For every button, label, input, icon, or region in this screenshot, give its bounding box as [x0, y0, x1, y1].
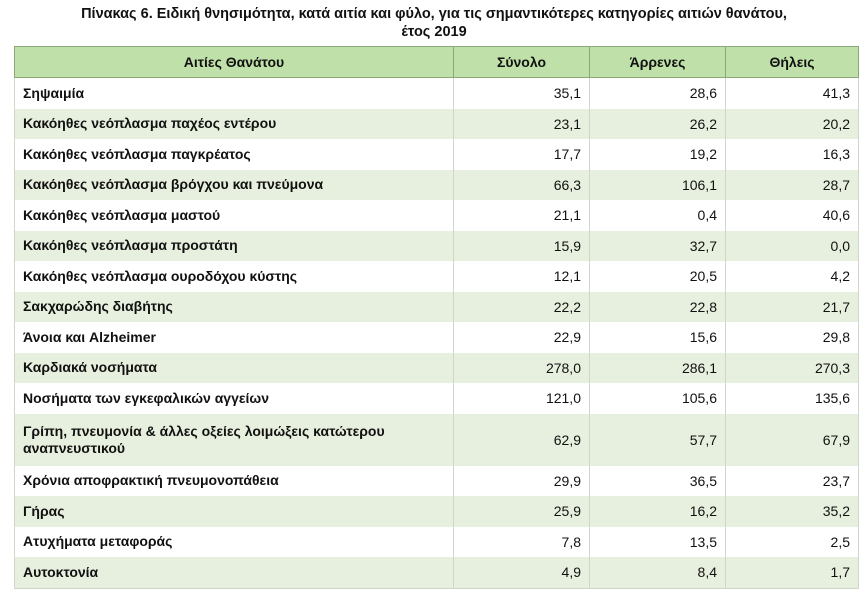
cause-cell: Ατυχήματα μεταφοράς — [15, 527, 454, 558]
table-row — [15, 78, 859, 109]
total-cell: 15,9 — [454, 231, 590, 262]
female-cell: 0,0 — [726, 231, 859, 262]
cause-cell: Κακόηθες νεόπλασμα προστάτη — [15, 231, 454, 262]
total-cell: 4,9 — [454, 557, 590, 588]
total-cell: 29,9 — [454, 466, 590, 497]
table-row — [15, 466, 859, 497]
total-cell: 66,3 — [454, 170, 590, 201]
female-cell: 67,9 — [726, 414, 859, 466]
female-cell: 16,3 — [726, 139, 859, 170]
male-cell: 36,5 — [590, 466, 726, 497]
female-cell: 4,2 — [726, 261, 859, 292]
male-cell: 13,5 — [590, 527, 726, 558]
male-cell: 57,7 — [590, 414, 726, 466]
cause-cell: Καρδιακά νοσήματα — [15, 353, 454, 384]
male-cell: 22,8 — [590, 292, 726, 323]
table-row — [15, 496, 859, 527]
cause-cell: Κακόηθες νεόπλασμα βρόγχου και πνεύμονα — [15, 170, 454, 201]
male-cell: 19,2 — [590, 139, 726, 170]
table-row — [15, 353, 859, 384]
cause-cell: Γήρας — [15, 496, 454, 527]
table-row — [15, 557, 859, 588]
table-row — [15, 170, 859, 201]
mortality-table — [14, 46, 859, 589]
table-row — [15, 414, 859, 466]
female-cell: 40,6 — [726, 200, 859, 231]
table-row — [15, 292, 859, 323]
female-cell: 20,2 — [726, 109, 859, 140]
male-cell: 32,7 — [590, 231, 726, 262]
table-row — [15, 200, 859, 231]
female-cell: 135,6 — [726, 383, 859, 414]
male-cell: 105,6 — [590, 383, 726, 414]
table-row — [15, 261, 859, 292]
female-cell: 1,7 — [726, 557, 859, 588]
cause-cell: Κακόηθες νεόπλασμα μαστού — [15, 200, 454, 231]
header-cause: Αιτίες Θανάτου — [15, 47, 454, 78]
male-cell: 28,6 — [590, 78, 726, 109]
cause-cell: Άνοια και Alzheimer — [15, 322, 454, 353]
male-cell: 15,6 — [590, 322, 726, 353]
female-cell: 23,7 — [726, 466, 859, 497]
header-male: Άρρενες — [590, 47, 726, 78]
total-cell: 35,1 — [454, 78, 590, 109]
total-cell: 21,1 — [454, 200, 590, 231]
male-cell: 20,5 — [590, 261, 726, 292]
table-row — [15, 109, 859, 140]
title-line-1: Πίνακας 6. Ειδική θνησιμότητα, κατά αιτία και φύλο, για τις σημαντικότερες κατηγορίες αιτιών θανάτου, — [81, 6, 787, 22]
header-female: Θήλεις — [726, 47, 859, 78]
male-cell: 106,1 — [590, 170, 726, 201]
cause-cell: Κακόηθες νεόπλασμα παχέος εντέρου — [15, 109, 454, 140]
cause-cell: Χρόνια αποφρακτική πνευμονοπάθεια — [15, 466, 454, 497]
total-cell: 121,0 — [454, 383, 590, 414]
male-cell: 26,2 — [590, 109, 726, 140]
total-cell: 25,9 — [454, 496, 590, 527]
table-header-row — [15, 47, 859, 78]
table-row — [15, 139, 859, 170]
total-cell: 278,0 — [454, 353, 590, 384]
cause-cell: Κακόηθες νεόπλασμα παγκρέατος — [15, 139, 454, 170]
total-cell: 22,9 — [454, 322, 590, 353]
female-cell: 270,3 — [726, 353, 859, 384]
female-cell: 2,5 — [726, 527, 859, 558]
cause-cell: Γρίπη, πνευμονία & άλλες οξείες λοιμώξεις κατώτερου αναπνευστικού — [15, 414, 454, 466]
total-cell: 62,9 — [454, 414, 590, 466]
title-line-2: έτος 2019 — [401, 24, 467, 40]
female-cell: 28,7 — [726, 170, 859, 201]
male-cell: 286,1 — [590, 353, 726, 384]
male-cell: 0,4 — [590, 200, 726, 231]
table-row — [15, 322, 859, 353]
total-cell: 23,1 — [454, 109, 590, 140]
cause-cell: Σηψαιμία — [15, 78, 454, 109]
table-row — [15, 231, 859, 262]
total-cell: 17,7 — [454, 139, 590, 170]
cause-cell: Σακχαρώδης διαβήτης — [15, 292, 454, 323]
table-row — [15, 383, 859, 414]
total-cell: 22,2 — [454, 292, 590, 323]
total-cell: 7,8 — [454, 527, 590, 558]
male-cell: 8,4 — [590, 557, 726, 588]
cause-cell: Νοσήματα των εγκεφαλικών αγγείων — [15, 383, 454, 414]
table-row — [15, 527, 859, 558]
female-cell: 35,2 — [726, 496, 859, 527]
table-title — [0, 0, 868, 41]
female-cell: 41,3 — [726, 78, 859, 109]
female-cell: 21,7 — [726, 292, 859, 323]
cause-cell: Αυτοκτονία — [15, 557, 454, 588]
cause-cell: Κακόηθες νεόπλασμα ουροδόχου κύστης — [15, 261, 454, 292]
female-cell: 29,8 — [726, 322, 859, 353]
male-cell: 16,2 — [590, 496, 726, 527]
total-cell: 12,1 — [454, 261, 590, 292]
header-total: Σύνολο — [454, 47, 590, 78]
